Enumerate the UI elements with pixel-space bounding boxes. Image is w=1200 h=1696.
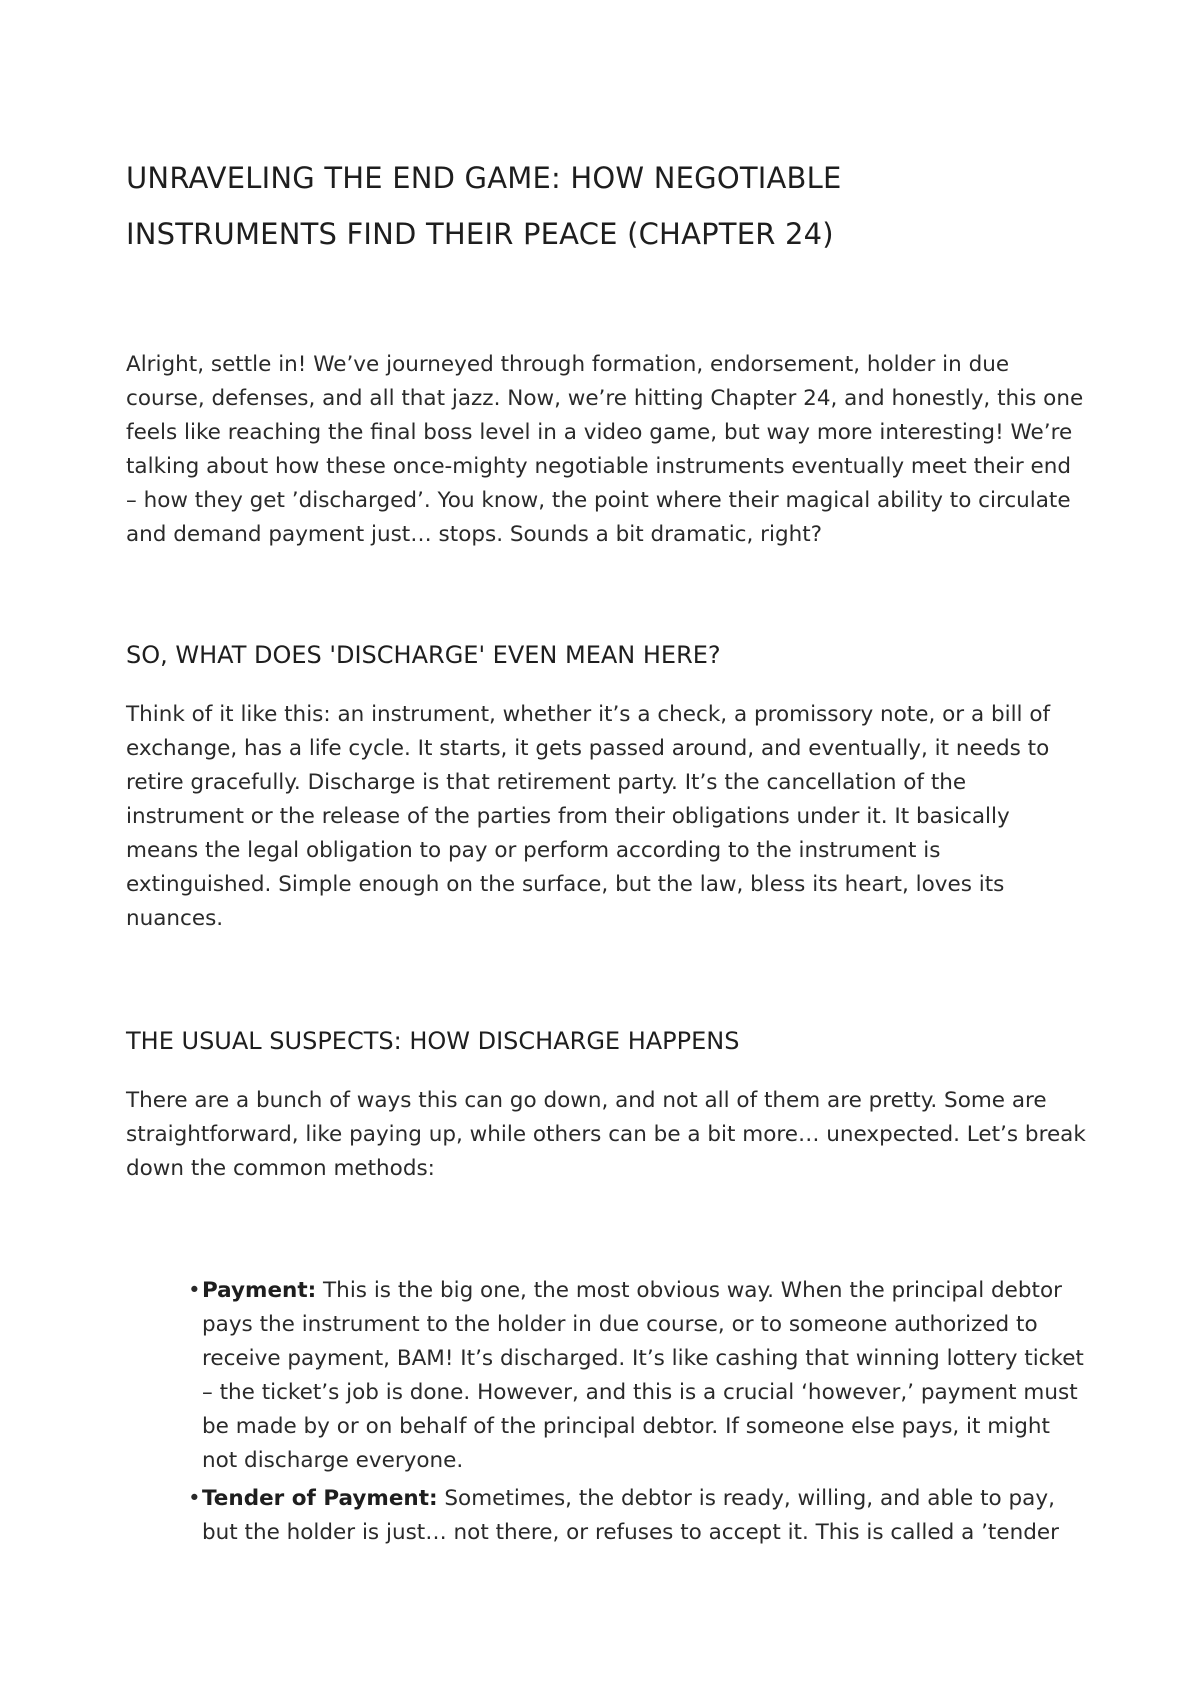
list-item-term: Payment: [202,1278,317,1303]
title-line-2: INSTRUMENTS FIND THEIR PEACE (CHAPTER 24) [126,217,834,251]
list-item-text: Sometimes, the debtor is ready, willing, and able to pay, but the holder is just… not there, or refuses to accept it. This is called a ’tender [202,1486,1059,1545]
list-item-tender-of-payment [188,1482,1086,1550]
intro-paragraph: Alright, settle in! We’ve journeyed through formation, endorsement, holder in due course, defenses, and all that jazz. Now, we’re hitting Chapter 24, and honestly, this one feels like reaching the final boss level in a video game, but way more interesting! We’re talking about how these once-mighty negotiable instruments eventually meet their end – how they get ’discharged’. You know, the point where their magical ability to circulate and demand payment just… stops. Sounds a bit dramatic, right? [126,352,1084,547]
list-item-term: Tender of Payment: [202,1486,438,1511]
title-line-1: UNRAVELING THE END GAME: HOW NEGOTIABLE [126,161,842,195]
bullet-marker: • [188,1278,201,1303]
section-heading-discharge-meaning: SO, WHAT DOES 'DISCHARGE' EVEN MEAN HERE? [126,641,721,669]
document-page [126,150,1086,1554]
list-item-payment [188,1274,1086,1478]
list-item-text: This is the big one, the most obvious way. When the principal debtor pays the instrument to the holder in due course, or to someone authorized to receive payment, BAM! It’s discharged. It’s like cashing that winning lottery ticket – the ticket’s job is done. However, and this is a crucial ‘however,’ payment must be made by or on behalf of the principal debtor. If someone else pays, it might not discharge everyone. [202,1278,1084,1473]
document-title [126,150,1086,262]
discharge-methods-list [126,1274,1086,1550]
section-body-usual-suspects: There are a bunch of ways this can go down, and not all of them are pretty. Some are straightforward, like paying up, while others can be a bit more… unexpected. Let’s break down the common methods: [126,1088,1086,1181]
section-body-discharge-meaning: Think of it like this: an instrument, whether it’s a check, a promissory note, or a bill of exchange, has a life cycle. It starts, it gets passed around, and eventually, it needs to retire gracefully. Discharge is that retirement party. It’s the cancellation of the instrument or the release of the parties from their obligations under it. It basically means the legal obligation to pay or perform according to the instrument is extinguished. Simple enough on the surface, but the law, bless its heart, loves its nuances. [126,702,1051,931]
bullet-marker: • [188,1486,201,1511]
section-heading-usual-suspects: THE USUAL SUSPECTS: HOW DISCHARGE HAPPENS [126,1027,740,1055]
